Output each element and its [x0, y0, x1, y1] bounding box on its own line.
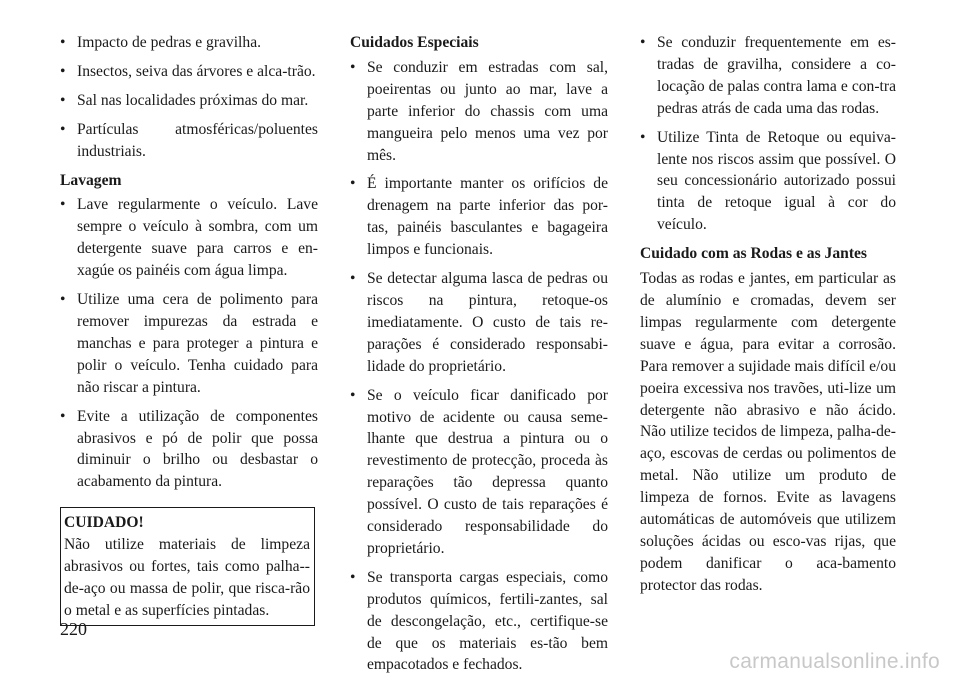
- caution-body: Não utilize materiais de limpeza abrasivos ou fortes, tais como palha--de-aço ou massa de polir, que risca-rão o metal e as superfícies pintadas.: [64, 536, 310, 619]
- list-item-text: Se transporta cargas especiais, como produtos químicos, fertili-zantes, sal de descongelação, etc., certifique-se de que os materiais es-tão bem empacotados e fechados.: [367, 568, 608, 674]
- list-item: [640, 32, 896, 120]
- list-item: [350, 57, 608, 167]
- gravel-touchup-list: [640, 32, 896, 236]
- list-item: [350, 567, 608, 677]
- bullet-icon: •: [640, 128, 646, 146]
- bullet-icon: •: [60, 196, 66, 214]
- list-item: [60, 90, 318, 112]
- list-item-text: Evite a utilização de componentes abrasivos e pó de polir que possa diminuir o brilho ou desbastar o acabamento da pintura.: [77, 407, 318, 491]
- list-item: [60, 32, 318, 54]
- list-item-text: Lave regularmente o veículo. Lave sempre o veículo à sombra, com um detergente suave para carros e en-xagúe os painéis com água limpa.: [77, 196, 318, 280]
- bullet-icon: •: [60, 62, 66, 80]
- wheels-heading: Cuidado com as Rodas e as Jantes: [640, 245, 868, 263]
- bullet-icon: •: [350, 270, 356, 288]
- special-care-list: [350, 57, 608, 676]
- list-item-text: Insectos, seiva das árvores e alca-trão.: [77, 62, 316, 80]
- list-item-text: Se o veículo ficar danificado por motivo de acidente ou causa seme-lhante que destrua a pintura ou o revestimento de protecção, proceda às reparações tão depressa quanto possível. O custo de tais reparações é considerado responsabilidade do proprietário.: [367, 386, 608, 557]
- list-item: [60, 406, 318, 494]
- bullet-icon: •: [60, 407, 66, 425]
- list-item-text: Utilize uma cera de polimento para remover impurezas da estrada e manchas e para proteger a pintura e polir o veículo. Tenha cuidado para não riscar a pintura.: [77, 291, 318, 396]
- bullet-icon: •: [350, 58, 356, 76]
- left-column: [60, 32, 318, 626]
- list-item: [350, 268, 608, 378]
- list-item-text: Utilize Tinta de Retoque ou equiva-lente nos riscos assim que possível. O seu concessionário autorizado possui tinta de retoque igual à cor do veículo.: [657, 128, 896, 234]
- bullet-icon: •: [60, 34, 66, 51]
- list-item: [350, 173, 608, 261]
- list-item-text: Partículas atmosféricas/poluentes industriais.: [77, 120, 318, 160]
- list-item: [60, 119, 318, 163]
- caution-box: [60, 507, 315, 626]
- list-item-text: Se detectar alguma lasca de pedras ou riscos na pintura, retoque-os imediatamente. O custo de tais re-parações é considerado responsabi-lidade do proprietário.: [367, 270, 608, 375]
- list-item-text: Se conduzir frequentemente em es-tradas de gravilha, considere a co-locação de palas contra lama e con-tra pedras atrás de cada uma das rodas.: [657, 34, 896, 117]
- bullet-icon: •: [350, 386, 356, 404]
- bullet-icon: •: [350, 568, 356, 586]
- damage-causes-list: [60, 32, 318, 163]
- watermark: carmanualsonline.info: [729, 650, 940, 673]
- special-care-heading: Cuidados Especiais: [350, 34, 479, 51]
- bullet-icon: •: [60, 291, 66, 309]
- list-item: [60, 194, 318, 282]
- list-item: [350, 385, 608, 560]
- list-item-text: É importante manter os orifícios de drenagem na parte inferior das por-tas, painéis basculantes e bagageira limpos e funcionais.: [367, 175, 608, 259]
- bullet-icon: •: [640, 34, 646, 51]
- list-item: [640, 127, 896, 237]
- list-item-text: Impacto de pedras e gravilha.: [77, 34, 262, 51]
- bullet-icon: •: [60, 91, 66, 109]
- bullet-icon: •: [60, 120, 66, 138]
- washing-list: [60, 194, 318, 493]
- middle-column: [350, 32, 608, 683]
- list-item: [60, 61, 318, 83]
- list-item-text: Se conduzir em estradas com sal, poeirentas ou junto ao mar, lave a parte inferior do chassis com uma mangueira pelo menos uma vez por mês.: [367, 58, 608, 164]
- bullet-icon: •: [350, 175, 356, 193]
- page-number: 220: [60, 619, 87, 639]
- list-item-text: Sal nas localidades próximas do mar.: [77, 91, 309, 109]
- list-item: [60, 289, 318, 399]
- right-column: [640, 32, 896, 597]
- wheels-paragraph: Todas as rodas e jantes, em particular as de alumínio e cromadas, devem ser limpas regularmente com detergente suave e água, para evitar a corrosão. Para remover a sujidade mais difícil e/ou poeira excessiva nos travões, uti-lize um detergente não abrasivo e não ácido. Não utilize tecidos de limpeza, palha-de-aço, escovas de cerdas ou polimentos de metal. Não utilize um produto de limpeza de fornos. Evite as lavagens automáticas de automóveis que utilizem soluções ácidas ou esco-vas rijas, que podem danificar o aca-bamento protector das rodas.: [640, 270, 896, 594]
- washing-heading: Lavagem: [60, 171, 122, 189]
- caution-title: CUIDADO!: [64, 514, 144, 532]
